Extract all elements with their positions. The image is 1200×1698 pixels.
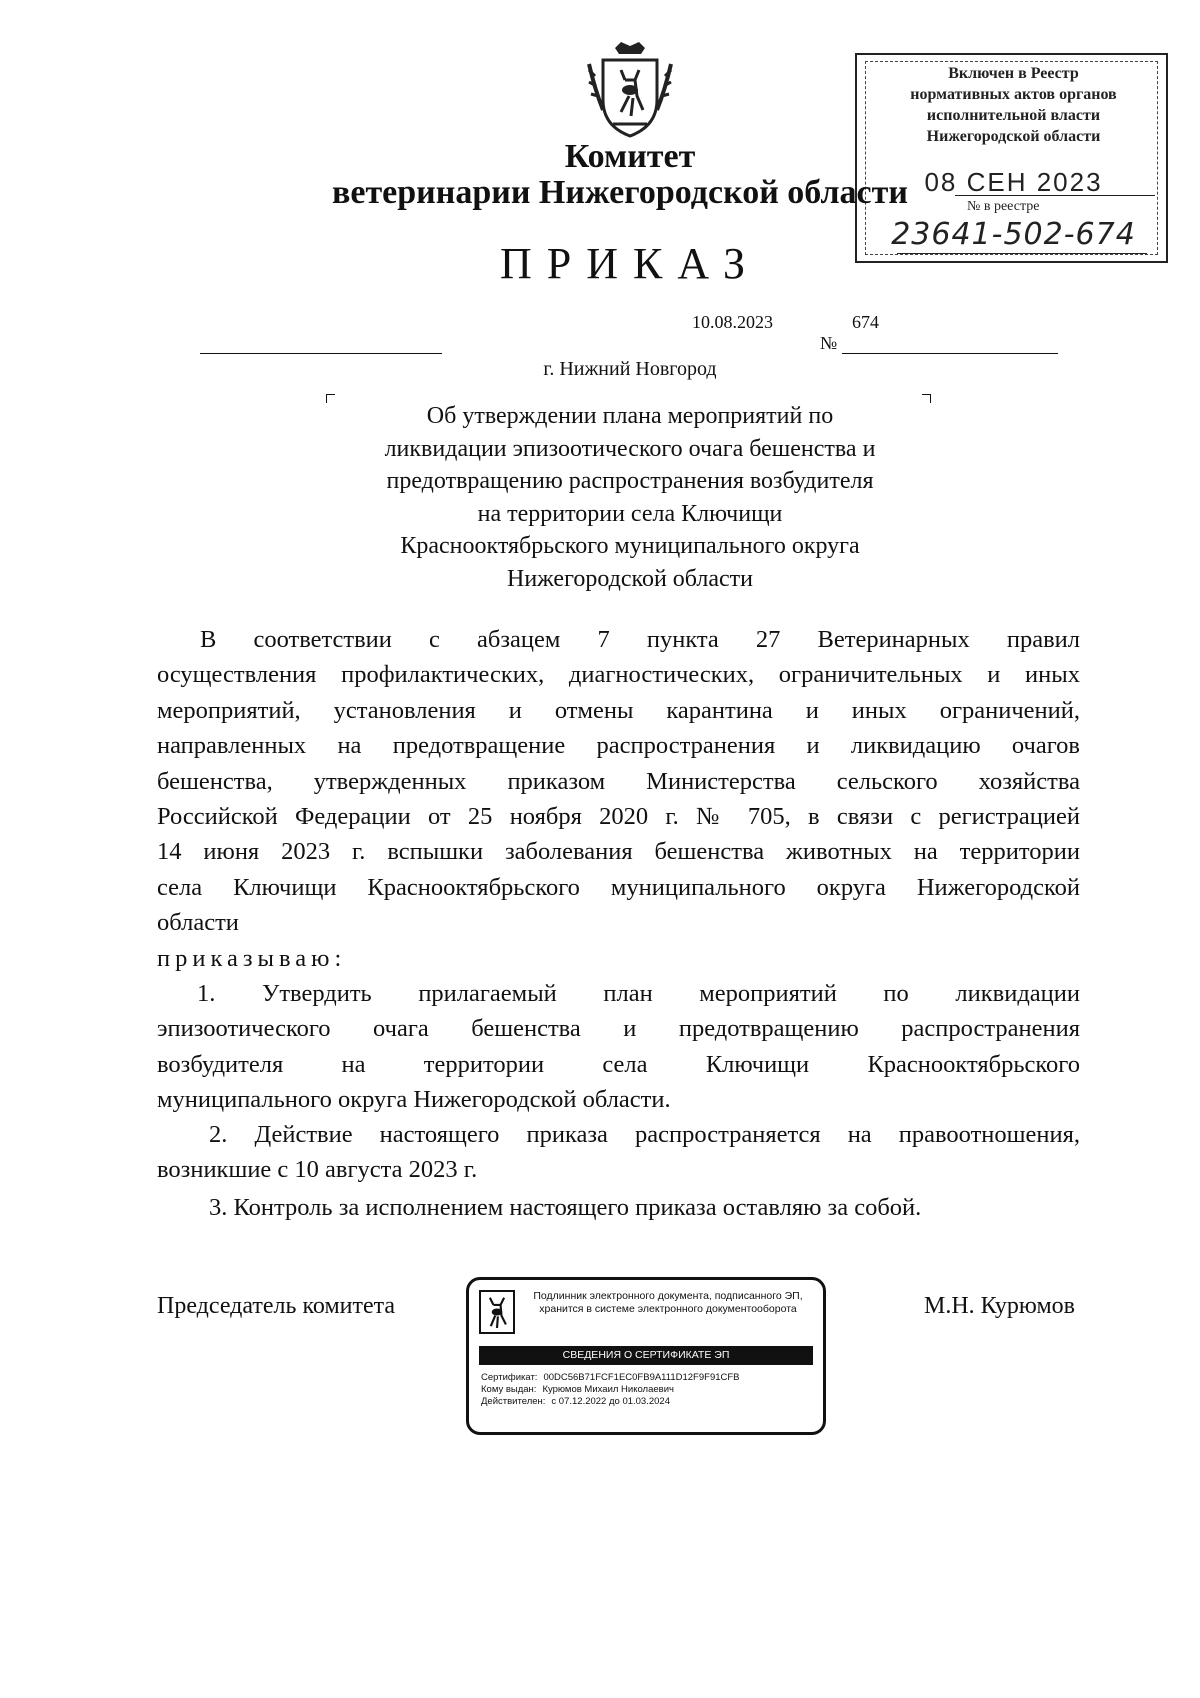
esig-note <box>523 1290 813 1316</box>
order-word: приказываю: <box>157 944 347 972</box>
date-underline <box>200 353 442 354</box>
order-number-sign: № <box>820 333 838 353</box>
order-item-1 <box>157 976 1080 1118</box>
item-line: 3. Контроль за исполнением настоящего приказа оставляю за собой. <box>209 1194 922 1221</box>
stamp-date: 08 СЕН 2023 <box>924 167 1103 197</box>
preamble-line: бешенства, утвержденных приказом Министерства сельского хозяйства <box>157 767 1080 795</box>
subject-line: предотвращению распространения возбудителя <box>386 468 874 494</box>
stamp-line-3: исполнительной власти <box>926 107 1101 124</box>
preamble-line: области <box>157 909 239 937</box>
signer-name: М.Н. Курюмов <box>924 1293 1076 1319</box>
signer-title: Председатель комитета <box>157 1293 396 1319</box>
stamp-line-1: Включен в Реестр <box>948 65 1079 82</box>
preamble-line: направленных на предотвращение распространения и ликвидацию очагов <box>157 732 1080 760</box>
org-title-line1: Комитет <box>564 138 696 175</box>
item-line: муниципального округа Нижегородской области. <box>157 1086 671 1114</box>
org-title-line2: ветеринарии Нижегородской области <box>332 174 908 211</box>
stamp-reg-number: 23641-502-674 <box>891 217 1136 252</box>
order-item-2 <box>157 1117 1080 1188</box>
order-number: 674 <box>852 312 879 332</box>
esig-note-line: Подлинник электронного документа, подписанного ЭП, <box>533 1290 803 1302</box>
number-underline <box>842 353 1058 354</box>
preamble-line: мероприятий, установления и отмены карантина и иных ограничений, <box>157 696 1080 724</box>
preamble-line: осуществления профилактических, диагностических, ограничительных и иных <box>157 661 1080 689</box>
electronic-signature-block <box>466 1277 826 1435</box>
item-line: возникшие с 10 августа 2023 г. <box>157 1156 478 1184</box>
subject-line: Нижегородской области <box>506 565 754 592</box>
preamble-paragraph <box>157 622 1080 976</box>
item-line: эпизоотического очага бешенства и предотвращению распространения <box>157 1015 1080 1043</box>
esig-header-bar: СВЕДЕНИЯ О СЕРТИФИКАТЕ ЭП <box>479 1346 813 1365</box>
esig-owner-label: Кому выдан: <box>481 1384 537 1395</box>
esig-cert-label: Сертификат: <box>481 1372 538 1383</box>
subject-line: на территории села Ключищи <box>477 500 783 527</box>
preamble-line: 14 июня 2023 г. вспышки заболевания бешенства животных на территории <box>157 838 1080 866</box>
order-subject <box>300 400 960 595</box>
stamp-reg-label: № в реестре <box>967 199 1040 214</box>
subject-line: Краснооктябрьского муниципального округа <box>400 533 860 559</box>
esig-details <box>481 1372 740 1408</box>
order-date: 10.08.2023 <box>692 312 773 332</box>
preamble-line: Российской Федерации от 25 ноября 2020 г. № 705, в связи с регистрацией <box>157 803 1080 831</box>
subject-line: Об утверждении плана мероприятий по <box>426 403 834 429</box>
preamble-line: В соответствии с абзацем 7 пункта 27 Ветеринарных правил <box>200 626 1080 653</box>
document-type-heading: ПРИКАЗ <box>499 239 761 288</box>
stamp-line-4: Нижегородской области <box>926 128 1101 145</box>
stamp-divider <box>955 195 1155 196</box>
order-item-3 <box>157 1190 1080 1225</box>
coat-of-arms-icon <box>585 40 675 140</box>
subject-line: ликвидации эпизоотического очага бешенства и <box>384 435 876 462</box>
esig-valid-label: Действителен: <box>481 1396 546 1407</box>
esig-owner-value: Курюмов Михаил Николаевич <box>542 1384 674 1395</box>
deer-emblem-icon <box>479 1290 515 1334</box>
esig-valid-value: с 07.12.2022 до 01.03.2024 <box>551 1396 670 1407</box>
esig-cert-value: 00DC56B71FCF1EC0FB9A111D12F9F91CFB <box>543 1372 740 1383</box>
item-line: 1. Утвердить прилагаемый план мероприятий по ликвидации <box>197 980 1080 1007</box>
stamp-line-2: нормативных актов органов <box>910 86 1117 103</box>
item-line: 2. Действие настоящего приказа распространяется на правоотношения, <box>209 1121 1080 1148</box>
preamble-line: села Ключищи Краснооктябрьского муниципального округа Нижегородской <box>157 873 1080 901</box>
city-line: г. Нижний Новгород <box>543 358 717 380</box>
item-line: возбудителя на территории села Ключищи Краснооктябрьского <box>157 1050 1080 1078</box>
esig-note-line: хранится в системе электронного документооборота <box>539 1303 797 1315</box>
